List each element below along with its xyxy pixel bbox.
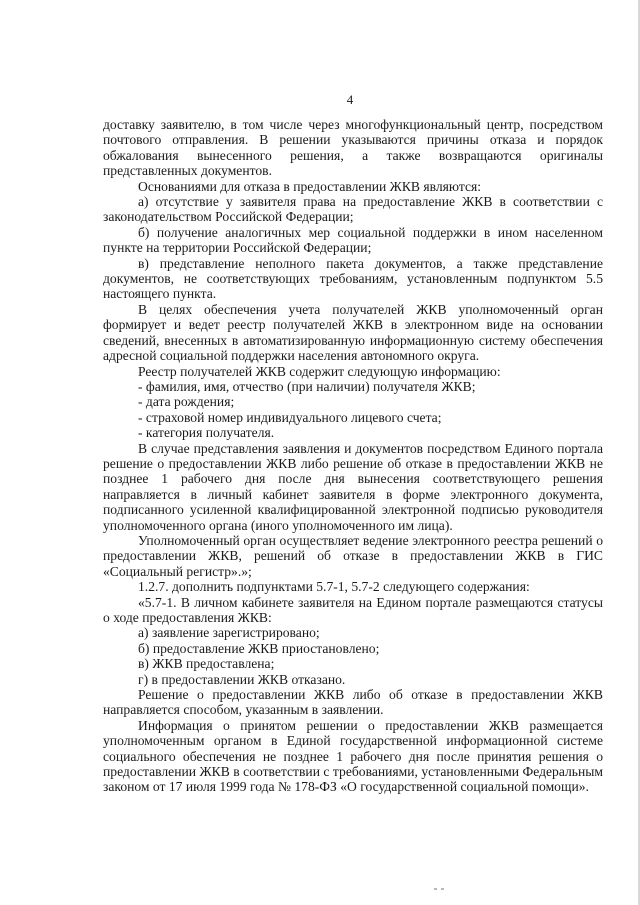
- page-number: 4: [346, 92, 354, 107]
- document-body: [103, 117, 603, 795]
- scan-artifact: [441, 888, 444, 890]
- paragraph: В целях обеспечения учета получателей ЖКВ уполномоченный орган формирует и ведет реестр получателей ЖКВ в электронном виде на основании сведений, внесенных в автоматизированную информационную систему обеспечения адресной социальной поддержки населения автономного округа.: [103, 301, 603, 364]
- paragraph: Уполномоченный орган осуществляет ведение электронного реестра решений о предоставлении ЖКВ, решений об отказе в предоставлении ЖКВ в ГИС «Социальный регистр».»;: [103, 532, 603, 579]
- list-item: а) заявление зарегистрировано;: [138, 625, 320, 641]
- paragraph: «5.7-1. В личном кабинете заявителя на Едином портале размещаются статусы о ходе предоставления ЖКВ:: [103, 594, 603, 625]
- paragraph: В случае представления заявления и документов посредством Единого портала решение о предоставлении ЖКВ либо решение об отказе в предоставлении ЖКВ не позднее 1 рабочего дня после дня вынесения соответствующего решения направляется в личный кабинет заявителя в форме электронного документа, подписанного усиленной квалифицированной электронной подписью руководителя уполномоченного органа (иного уполномоченного им лица).: [103, 440, 603, 533]
- paragraph: Основаниями для отказа в предоставлении ЖКВ являются:: [138, 178, 482, 194]
- list-item: - категория получателя.: [138, 425, 275, 441]
- paragraph: Решение о предоставлении ЖКВ либо об отказе в предоставлении ЖКВ направляется способом, указанным в заявлении.: [103, 687, 603, 718]
- list-item: б) получение аналогичных мер социальной поддержки в ином населенном пункте на территории Российской Федерации;: [103, 224, 603, 256]
- list-item: а) отсутствие у заявителя права на предоставление ЖКВ в соответствии с законодательством Российской Федерации;: [103, 194, 603, 225]
- paragraph: доставку заявителю, в том числе через многофункциональный центр, посредством почтового отправления. В решении указываются причины отказа и порядок обжалования вынесенного решения, а также возвращаются оригиналы представленных документов.: [103, 117, 603, 179]
- list-item: - дата рождения;: [138, 394, 235, 410]
- list-item: г) в предоставлении ЖКВ отказано.: [138, 671, 346, 687]
- list-item: б) предоставление ЖКВ приостановлено;: [138, 640, 380, 656]
- list-item: в) ЖКВ предоставлена;: [138, 656, 275, 672]
- paragraph: Реестр получателей ЖКВ содержит следующую информацию:: [138, 363, 501, 379]
- paragraph: Информация о принятом решении о предоставлении ЖКВ размещается уполномоченным органом в Единой государственной информационной системе социального обеспечения не позднее 1 рабочего дня после принятия решения о предоставлении ЖКВ в соответствии с требованиями, установленными Федеральным законом от 17 июля 1999 года № 178-ФЗ «О государственной социальной помощи».: [103, 717, 603, 795]
- list-item: - фамилия, имя, отчество (при наличии) получателя ЖКВ;: [138, 378, 476, 394]
- scan-artifact: [434, 888, 437, 890]
- list-item: - страховой номер индивидуального лицевого счета;: [138, 409, 442, 425]
- paragraph: 1.2.7. дополнить подпунктами 5.7-1, 5.7-2 следующего содержания:: [138, 579, 530, 595]
- list-item: в) представление неполного пакета документов, а также представление документов, не соответствующих требованиям, установленным подпунктом 5.5 настоящего пункта.: [103, 255, 603, 302]
